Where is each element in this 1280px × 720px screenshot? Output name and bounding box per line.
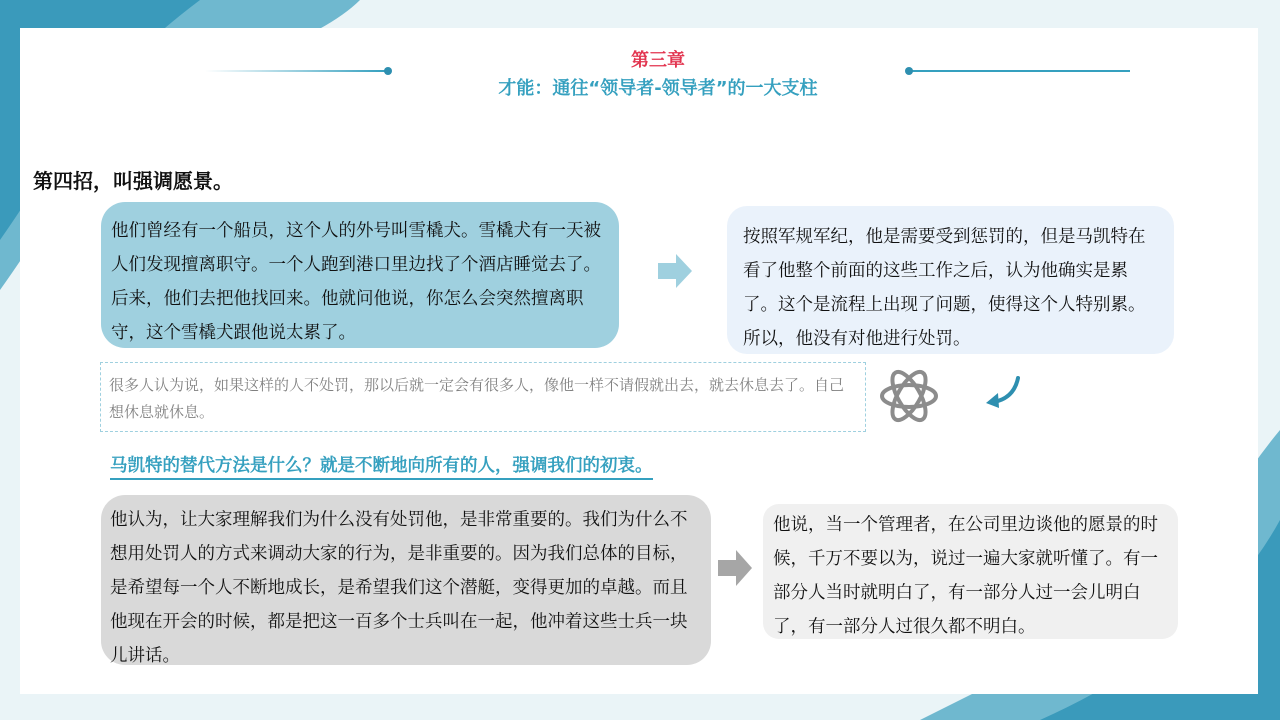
story-decision-box: 按照军规军纪，他是需要受到惩罚的，但是马凯特在看了他整个前面的这些工作之后，认为他确实是累了。这个是流程上出现了问题，使得这个人特别累。所以，他没有对他进行处罚。 [727, 206, 1174, 354]
atom-icon [877, 364, 941, 428]
arrow-right-icon [658, 254, 694, 288]
story-incident-box: 他们曾经有一个船员，这个人的外号叫雪橇犬。雪橇犬有一天被人们发现擅离职守。一个人跑到港口里边找了个酒店睡觉去了。后来，他们去把他找回来。他就问他说，你怎么会突然擅离职守，这个雪橇犬跟他说太累了。 [101, 202, 619, 348]
chapter-title: 第三章 [631, 50, 685, 71]
arrow-right-icon [718, 550, 754, 586]
objection-box: 很多人认为说，如果这样的人不处罚，那以后就一定会有很多人，像他一样不请假就出去，就去休息去了。自己想休息就休息。 [100, 362, 866, 432]
curved-arrow-icon [984, 374, 1024, 410]
manager-quote-box: 他说，当一个管理者，在公司里边谈他的愿景的时候，千万不要以为，说过一遍大家就听懂了。有一部分人当时就明白了，有一部分人过一会儿明白了，有一部分人过很久都不明白。 [763, 504, 1178, 639]
section-title: 第四招，叫强调愿景。 [33, 169, 233, 193]
highlight-question: 马凯特的替代方法是什么？就是不断地向所有的人，强调我们的初衷。 [110, 452, 653, 480]
chapter-subtitle: 才能：通往“领导者-领导者”的一大支柱 [498, 78, 818, 99]
reasoning-box: 他认为，让大家理解我们为什么没有处罚他，是非常重要的。我们为什么不想用处罚人的方式来调动大家的行为，是非重要的。因为我们总体的目标，是希望每一个人不断地成长，是希望我们这个潜艇，变得更加的卓越。而且他现在开会的时候，都是把这一百多个士兵叫在一起，他冲着这些士兵一块儿讲话。 [101, 495, 711, 665]
